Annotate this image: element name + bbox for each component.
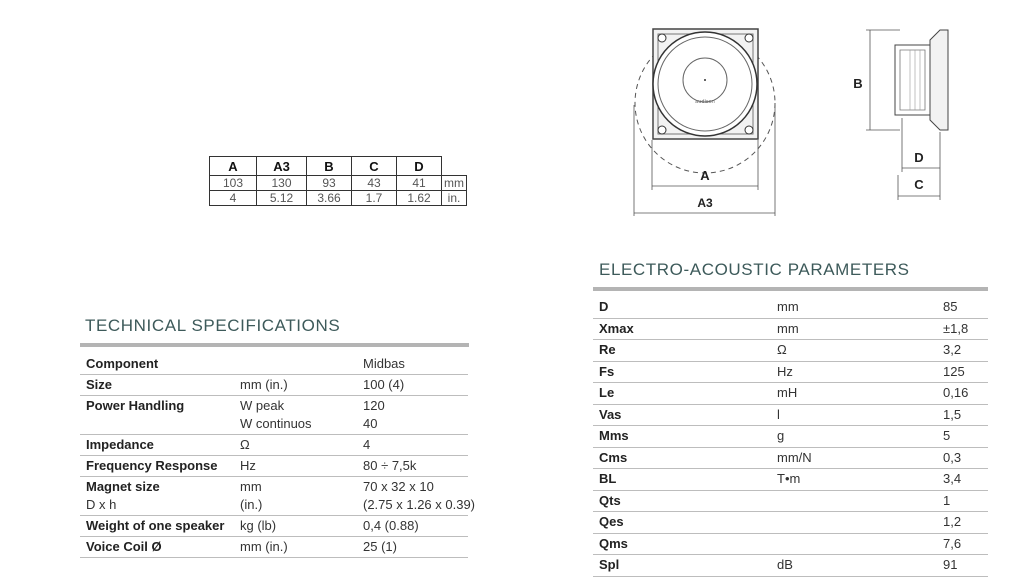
param-name: Fs bbox=[599, 363, 615, 379]
side-profile-icon bbox=[930, 30, 948, 130]
dim-header-c: C bbox=[352, 157, 397, 176]
mount-hole-icon bbox=[658, 34, 666, 42]
dim-header-unit bbox=[442, 157, 467, 176]
param-name: Qes bbox=[599, 514, 624, 529]
technical-specs-divider bbox=[80, 343, 469, 347]
mount-hole-icon bbox=[745, 126, 753, 134]
param-name: Spl bbox=[599, 557, 620, 572]
param-value: 91 bbox=[943, 557, 958, 572]
param-value: 125 bbox=[943, 363, 965, 379]
param-value: 1,2 bbox=[943, 514, 962, 529]
param-name: Mms bbox=[599, 428, 629, 443]
dim-header-a: A bbox=[210, 157, 257, 176]
param-name: Qts bbox=[599, 492, 621, 508]
param-value: 5 bbox=[943, 428, 951, 443]
spec-unit-secondary: W continuos bbox=[240, 416, 312, 431]
spec-value: 80 ÷ 7,5k bbox=[363, 458, 417, 473]
dim-cell: 5.12 bbox=[257, 191, 307, 206]
spec-row-magnet-size bbox=[80, 477, 476, 516]
spec-unit: mm bbox=[240, 479, 262, 494]
param-name: Vas bbox=[599, 406, 622, 422]
dimension-d-label: D bbox=[914, 150, 924, 165]
dim-header-a3: A3 bbox=[257, 157, 307, 176]
param-name: Xmax bbox=[599, 320, 634, 336]
spec-row-power-handling bbox=[80, 396, 468, 435]
param-unit: Hz bbox=[777, 363, 793, 379]
param-value: 1,5 bbox=[943, 406, 962, 422]
param-name: Le bbox=[599, 385, 615, 400]
dim-cell: 41 bbox=[397, 176, 442, 191]
speaker-diagram bbox=[620, 0, 1020, 225]
param-value: 7,6 bbox=[943, 535, 962, 551]
spec-value: 100 (4) bbox=[363, 377, 405, 392]
spec-row-frequency-response bbox=[80, 456, 468, 477]
dimension-header-row bbox=[210, 157, 467, 176]
electro-acoustic-table bbox=[593, 297, 988, 577]
param-unit: mm bbox=[777, 320, 799, 336]
param-unit: mm/N bbox=[777, 449, 812, 465]
param-value: 85 bbox=[943, 299, 958, 314]
spec-unit: mm (in.) bbox=[240, 377, 288, 392]
spec-row-component bbox=[80, 354, 468, 375]
dimension-a-label: A bbox=[700, 168, 710, 183]
param-name: Re bbox=[599, 342, 616, 357]
dim-cell: 93 bbox=[307, 176, 352, 191]
spec-unit: kg (lb) bbox=[240, 518, 277, 533]
param-row-qes bbox=[593, 512, 988, 534]
param-row-fs bbox=[593, 362, 988, 384]
spec-value-secondary: 40 bbox=[363, 416, 378, 431]
spec-row-size bbox=[80, 375, 468, 396]
spec-name: Voice Coil Ø bbox=[86, 539, 162, 554]
param-row-qms bbox=[593, 534, 988, 556]
param-value: ±1,8 bbox=[943, 320, 969, 336]
spec-name: Magnet size bbox=[86, 479, 160, 494]
spec-value: 4 bbox=[363, 437, 371, 452]
mount-hole-icon bbox=[658, 126, 666, 134]
spec-name: Impedance bbox=[86, 437, 154, 452]
param-unit: mm bbox=[777, 299, 799, 314]
spec-name: Component bbox=[86, 356, 159, 371]
technical-specs-title: TECHNICAL SPECIFICATIONS bbox=[85, 316, 341, 335]
dimension-a3-label: A3 bbox=[697, 196, 713, 210]
param-unit: T•m bbox=[777, 471, 801, 486]
spec-unit-secondary: (in.) bbox=[240, 497, 263, 512]
spec-row-voice-coil bbox=[80, 537, 468, 558]
spec-value: 25 (1) bbox=[363, 539, 397, 554]
spec-value: 120 bbox=[363, 398, 385, 413]
param-row-mms bbox=[593, 426, 988, 448]
spec-row-impedance bbox=[80, 435, 468, 456]
dimension-c-label: C bbox=[914, 177, 924, 192]
param-row-vas bbox=[593, 405, 988, 427]
param-row-d bbox=[593, 297, 988, 319]
param-row-bl bbox=[593, 469, 988, 491]
spec-value: Midbas bbox=[363, 356, 405, 371]
param-row-cms bbox=[593, 448, 988, 470]
electro-acoustic-divider bbox=[593, 287, 988, 291]
dim-cell: 3.66 bbox=[307, 191, 352, 206]
param-unit: mH bbox=[777, 385, 798, 400]
dim-header-d: D bbox=[397, 157, 442, 176]
spec-unit: Hz bbox=[240, 458, 256, 473]
spec-name: Power Handling bbox=[86, 398, 185, 413]
param-row-qts bbox=[593, 491, 988, 513]
spec-name: Frequency Response bbox=[86, 458, 218, 473]
param-row-re bbox=[593, 340, 988, 362]
spec-name: Weight of one speaker bbox=[86, 518, 225, 533]
technical-specs-table bbox=[80, 354, 476, 558]
dimension-row-in bbox=[210, 191, 467, 206]
param-row-spl bbox=[593, 555, 988, 577]
dim-cell: 130 bbox=[257, 176, 307, 191]
param-value: 3,4 bbox=[943, 471, 962, 486]
spec-name: Size bbox=[86, 377, 113, 392]
dim-cell: 43 bbox=[352, 176, 397, 191]
spec-unit: W peak bbox=[240, 398, 285, 413]
spec-unit: mm (in.) bbox=[240, 539, 288, 554]
spec-unit: Ω bbox=[240, 437, 250, 452]
param-value: 1 bbox=[943, 492, 951, 508]
spec-name-secondary: D x h bbox=[86, 497, 117, 512]
param-unit: Ω bbox=[777, 342, 787, 357]
param-value: 0,3 bbox=[943, 449, 962, 465]
dimension-table bbox=[209, 156, 467, 206]
brand-logo: audison bbox=[695, 99, 715, 105]
spec-value: 70 x 32 x 10 bbox=[363, 479, 434, 494]
param-value: 3,2 bbox=[943, 342, 962, 357]
param-name: BL bbox=[599, 471, 617, 486]
spec-value: 0,4 (0.88) bbox=[363, 518, 419, 533]
spec-row-weight bbox=[80, 516, 468, 537]
param-unit: l bbox=[777, 406, 780, 422]
dim-cell: 1.7 bbox=[352, 191, 397, 206]
dim-unit: in. bbox=[442, 191, 467, 206]
center-dot bbox=[704, 79, 706, 81]
param-unit: g bbox=[777, 428, 785, 443]
dim-cell: 4 bbox=[210, 191, 257, 206]
param-unit: dB bbox=[777, 557, 793, 572]
dim-cell: 103 bbox=[210, 176, 257, 191]
electro-acoustic-title: ELECTRO-ACOUSTIC PARAMETERS bbox=[599, 260, 910, 279]
mount-hole-icon bbox=[745, 34, 753, 42]
dim-unit: mm bbox=[442, 176, 467, 191]
param-name: Cms bbox=[599, 449, 628, 465]
param-row-xmax bbox=[593, 319, 988, 341]
dim-cell: 1.62 bbox=[397, 191, 442, 206]
param-name: D bbox=[599, 299, 609, 314]
param-name: Qms bbox=[599, 535, 628, 551]
dimension-b-label: B bbox=[853, 76, 863, 91]
spec-value-secondary: (2.75 x 1.26 x 0.39) bbox=[363, 497, 476, 512]
param-row-le bbox=[593, 383, 988, 405]
dim-header-b: B bbox=[307, 157, 352, 176]
dimension-row-mm bbox=[210, 176, 467, 191]
param-value: 0,16 bbox=[943, 385, 969, 400]
